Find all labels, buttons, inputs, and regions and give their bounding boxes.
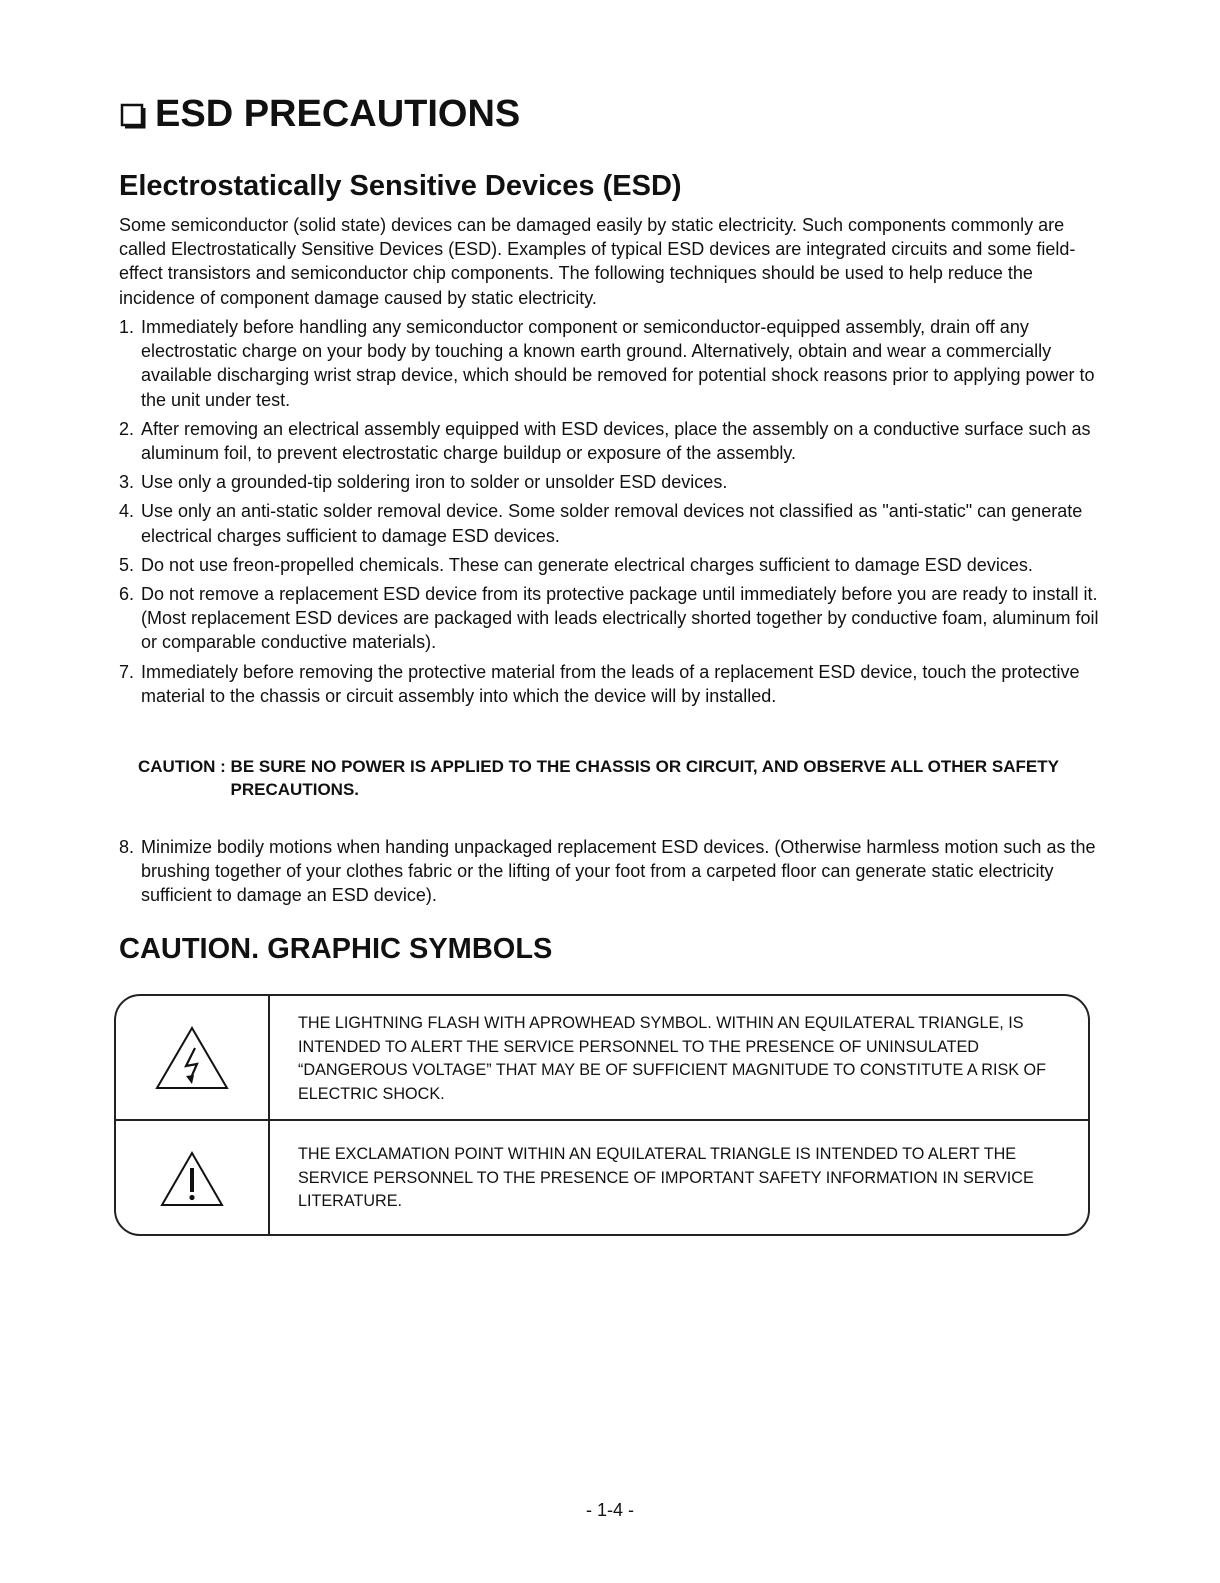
caution-text: BE SURE NO POWER IS APPLIED TO THE CHASSIS OR CIRCUIT, AND OBSERVE ALL OTHER SAFETY PRECAUTIONS. (230, 757, 1059, 799)
esd-intro (119, 213, 1109, 310)
symbol-cell (116, 1121, 270, 1236)
caution-note (138, 755, 1098, 801)
lightning-triangle-icon (153, 1024, 231, 1092)
list-item-text: Do not use freon-propelled chemicals. These can generate electrical charges sufficient to damage ESD devices. (141, 554, 1033, 575)
esd-technique-list (119, 315, 1109, 713)
list-item-text: Use only a grounded-tip soldering iron to solder or unsolder ESD devices. (141, 472, 728, 493)
list-item (119, 499, 1109, 547)
page-number: - 1-4 - (585, 1500, 634, 1520)
list-item-text: Immediately before handling any semiconductor component or semiconductor-equipped assembly, drain off any electrostatic charge on your body by touching a known earth ground. Alternatively, obtain and wear a commercially available discharging wrist strap device, which should be removed for potential shock reasons prior to applying power to the unit under test. (141, 317, 1095, 410)
list-item (119, 582, 1109, 655)
exclamation-triangle-icon (159, 1150, 225, 1208)
list-item-number: 4. (119, 501, 135, 522)
symbol-cell (116, 996, 270, 1119)
list-item (119, 660, 1109, 708)
list-item-number: 2. (119, 418, 135, 439)
symbol-description: THE LIGHTNING FLASH WITH APROWHEAD SYMBOL. WITHIN AN EQUILATERAL TRIANGLE, IS INTENDED TO ALERT THE SERVICE PERSONNEL TO THE PRESENCE OF UNINSULATED “DANGEROUS VOLTAGE” THAT MAY BE OF SUFFICIENT MAGNITUDE TO CONSTITUTE A RISK OF ELECTRIC SHOCK. (298, 1014, 1047, 1103)
checkbox-bullet-icon (119, 93, 147, 135)
list-item-text: Use only an anti-static solder removal device. Some solder removal devices not classified as "anti-static" can generate electrical charges sufficient to damage ESD devices. (141, 501, 1083, 546)
graphic-symbols-heading: CAUTION. GRAPHIC SYMBOLS (119, 933, 553, 965)
page-title-text: ESD PRECAUTIONS (155, 93, 521, 135)
list-item-text: Immediately before removing the protective material from the leads of a replacement ESD device, touch the protective material to the chassis or circuit assembly into which the device will by installed. (141, 661, 1080, 706)
page-title (119, 88, 520, 140)
table-row (116, 996, 1088, 1121)
list-item-number: 1. (119, 317, 135, 337)
list-item (119, 553, 1109, 577)
caution-label: CAUTION : (138, 757, 231, 776)
list-item (119, 315, 1109, 412)
list-item-text: After removing an electrical assembly equipped with ESD devices, place the assembly on a conductive surface such as aluminum foil, to prevent electrostatic charge buildup or exposure of the assembly. (141, 418, 1091, 464)
list-item-text: Do not remove a replacement ESD device from its protective package until immediately before you are ready to install it. (Most replacement ESD devices are packaged with leads electrically shorted together by conductive foam, aluminum foil or comparable conductive materials). (141, 584, 1099, 653)
list-item-number: 8. (119, 837, 135, 857)
list-item-text: Minimize bodily motions when handing unpackaged replacement ESD devices. (Otherwise harmless motion such as the brushing together of your clothes fabric or the lifting of your foot from a carpeted floor can generate static electricity sufficient to damage an ESD device). (141, 837, 1096, 906)
list-item-number: 5. (119, 554, 135, 575)
esd-intro-text: Some semiconductor (solid state) devices can be damaged easily by static electricity. Such components commonly are called Electrostatically Sensitive Devices (ESD). Examples of typical ESD devices are integrated circuits and some field-effect transistors and semiconductor chip components. The following techniques should be used to help reduce the incidence of component damage caused by static electricity. (119, 215, 1076, 308)
graphic-symbols-table (114, 994, 1090, 1236)
list-item (119, 835, 1109, 908)
list-item-number: 3. (119, 472, 135, 493)
list-item-number: 7. (119, 661, 135, 682)
list-item (119, 417, 1109, 465)
esd-technique-list-continued (119, 835, 1109, 913)
list-item (119, 470, 1109, 494)
table-row (116, 1121, 1088, 1236)
esd-heading: Electrostatically Sensitive Devices (ESD) (119, 170, 682, 202)
list-item-number: 6. (119, 584, 135, 605)
symbol-description: THE EXCLAMATION POINT WITHIN AN EQUILATERAL TRIANGLE IS INTENDED TO ALERT THE SERVICE PERSONNEL TO THE PRESENCE OF IMPORTANT SAFETY INFORMATION IN SERVICE LITERATURE. (298, 1145, 1034, 1211)
